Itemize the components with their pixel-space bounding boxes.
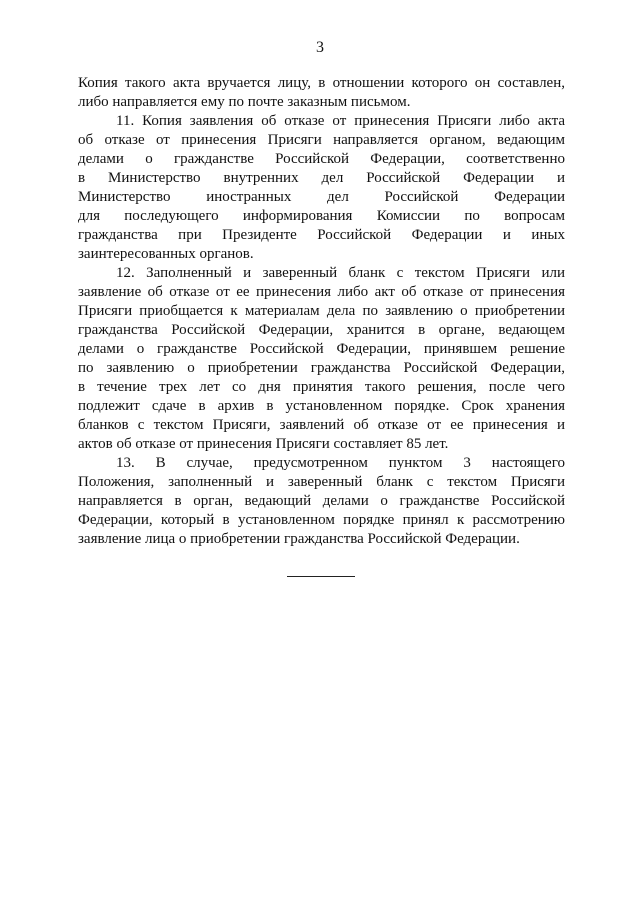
- text-line: Министерство иностранных дел Российской Федерации: [78, 189, 565, 205]
- text-line: об отказе от принесения Присяги направляется органом, ведающим: [78, 132, 565, 148]
- end-separator-line: [287, 576, 355, 577]
- text-line: либо направляется ему по почте заказным письмом.: [78, 94, 411, 110]
- text-line: заинтересованных органов.: [78, 246, 254, 262]
- text-line: Копия такого акта вручается лицу, в отношении которого он составлен,: [78, 75, 565, 91]
- text-line: 12. Заполненный и заверенный бланк с текстом Присяги или: [116, 265, 565, 281]
- text-line: Федерации, который в установленном порядке принял к рассмотрению: [78, 512, 565, 528]
- text-line: Положения, заполненный и заверенный бланк с текстом Присяги: [78, 474, 565, 490]
- text-line: делами о гражданстве Российской Федерации, принявшем решение: [78, 341, 565, 357]
- text-line: делами о гражданстве Российской Федерации, соответственно: [78, 151, 565, 167]
- text-line: гражданства Российской Федерации, хранится в органе, ведающем: [78, 322, 565, 338]
- text-line: Присяги приобщается к материалам дела по заявлению о приобретении: [78, 303, 565, 319]
- text-line: подлежит сдаче в архив в установленном порядке. Срок хранения: [78, 398, 565, 414]
- text-line: по заявлению о приобретении гражданства Российской Федерации,: [78, 360, 565, 376]
- document-body: [78, 74, 565, 549]
- text-line: заявление об отказе от ее принесения либо акт об отказе от принесения: [78, 284, 565, 300]
- text-line: направляется в орган, ведающий делами о гражданстве Российской: [78, 493, 565, 509]
- text-line: 13. В случае, предусмотренном пунктом 3 настоящего: [116, 455, 565, 471]
- text-line: заявление лица о приобретении гражданства Российской Федерации.: [78, 531, 520, 547]
- page-number: 3: [316, 39, 324, 56]
- text-line: гражданства при Президенте Российской Федерации и иных: [78, 227, 565, 243]
- text-line: в течение трех лет со дня принятия такого решения, после чего: [78, 379, 565, 395]
- text-line: 11. Копия заявления об отказе от принесения Присяги либо акта: [116, 113, 565, 129]
- text-line: для последующего информирования Комиссии по вопросам: [78, 208, 565, 224]
- text-line: актов об отказе от принесения Присяги составляет 85 лет.: [78, 436, 449, 452]
- text-line: в Министерство внутренних дел Российской Федерации и: [78, 170, 565, 186]
- paragraph-12: [78, 264, 565, 454]
- text-line: бланков с текстом Присяги, заявлений об отказе от ее принесения и: [78, 417, 565, 433]
- paragraph-continuation: [78, 74, 565, 112]
- paragraph-13: [78, 454, 565, 549]
- paragraph-11: [78, 112, 565, 264]
